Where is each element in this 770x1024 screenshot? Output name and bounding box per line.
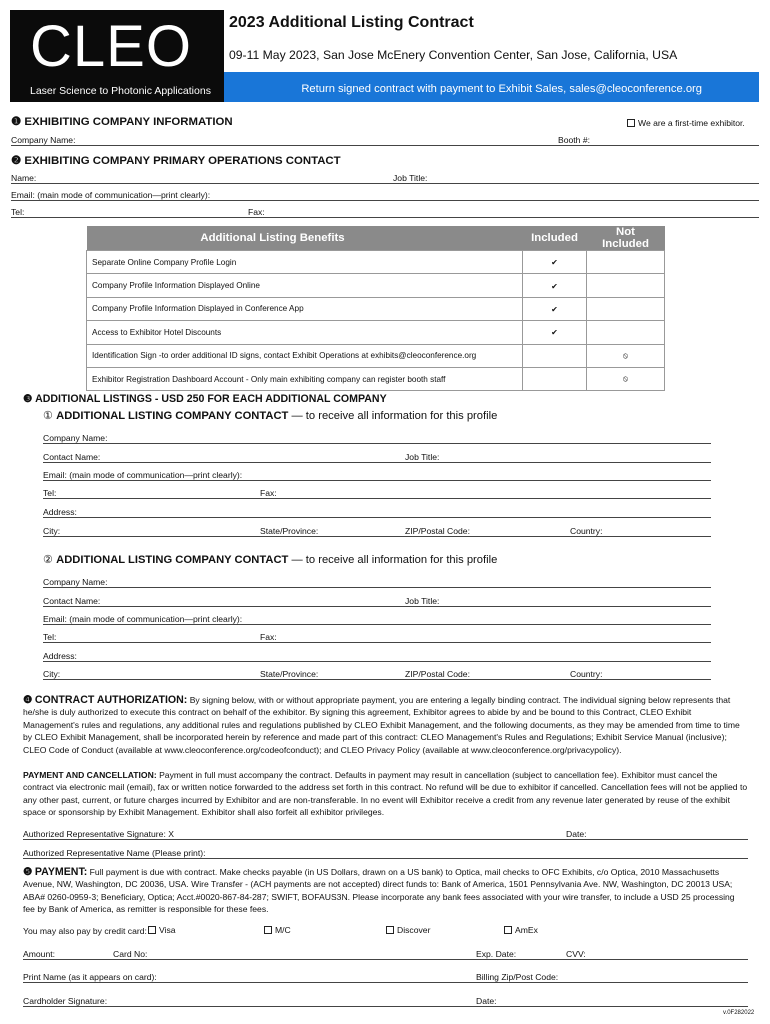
not-included-header: Not Included	[587, 226, 665, 251]
c1-company-label: Company Name:	[43, 433, 108, 443]
c2-company-label: Company Name:	[43, 577, 108, 587]
checkbox-box[interactable]	[386, 926, 394, 934]
checkbox-box[interactable]	[627, 119, 635, 127]
included-check-icon: ✔	[523, 274, 587, 297]
cvv-label: CVV:	[566, 949, 586, 959]
job-title-label: Job Title:	[393, 173, 428, 183]
c1-tel-field[interactable]	[43, 498, 711, 499]
section2-heading	[11, 153, 341, 167]
section5-title: PAYMENT:	[34, 866, 88, 878]
section1-heading	[11, 114, 233, 128]
c2-email-label: Email: (main mode of communication—print clearly):	[43, 614, 243, 624]
first-time-exhibitor-checkbox[interactable]	[627, 118, 745, 128]
signature-field[interactable]	[23, 839, 748, 840]
payment-cancellation-title: PAYMENT AND CANCELLATION:	[23, 770, 157, 780]
c1-contact-label: Contact Name:	[43, 452, 101, 462]
c1-state-label: State/Province:	[260, 526, 319, 536]
benefit-label: Separate Online Company Profile Login	[87, 251, 523, 274]
payment-cancellation	[23, 769, 748, 819]
section2-title: EXHIBITING COMPANY PRIMARY OPERATIONS CONTACT	[24, 155, 341, 167]
table-row	[87, 297, 665, 320]
c2-address-field[interactable]	[43, 661, 711, 662]
c1-fax-label: Fax:	[260, 488, 277, 498]
c2-city-field[interactable]	[43, 679, 711, 680]
tel-fax-field[interactable]	[11, 217, 759, 218]
c2-state-label: State/Province:	[260, 669, 319, 679]
amount-label: Amount:	[23, 949, 56, 959]
contact2-number: ②	[43, 554, 54, 566]
rep-name-label: Authorized Representative Name (Please print):	[23, 848, 206, 858]
table-row	[87, 344, 665, 367]
visa-checkbox[interactable]	[148, 925, 176, 935]
cardholder-sig-label: Cardholder Signature:	[23, 996, 108, 1006]
benefit-label: Access to Exhibitor Hotel Discounts	[87, 321, 523, 344]
c1-address-label: Address:	[43, 507, 77, 517]
c1-country-label: Country:	[570, 526, 603, 536]
c2-contact-field[interactable]	[43, 606, 711, 607]
company-name-label: Company Name:	[11, 135, 76, 145]
table-row	[87, 321, 665, 344]
card-no-label: Card No:	[113, 949, 148, 959]
contact1-note: — to receive all information for this profile	[288, 410, 498, 422]
c2-fax-label: Fax:	[260, 632, 277, 642]
c2-email-field[interactable]	[43, 624, 711, 625]
included-check-icon: ✔	[523, 297, 587, 320]
c2-address-label: Address:	[43, 651, 77, 661]
checkbox-box[interactable]	[148, 926, 156, 934]
checkbox-box[interactable]	[264, 926, 272, 934]
event-subtitle: 09-11 May 2023, San Jose McEnery Convention Center, San Jose, California, USA	[229, 48, 678, 62]
name-field[interactable]	[11, 183, 759, 184]
c1-tel-label: Tel:	[43, 488, 57, 498]
mc-label: M/C	[275, 925, 291, 935]
contact2-note: — to receive all information for this profile	[288, 554, 498, 566]
table-row	[87, 367, 665, 390]
c1-email-field[interactable]	[43, 480, 711, 481]
included-check-icon: ✔	[523, 251, 587, 274]
email-field[interactable]	[11, 200, 759, 201]
amex-checkbox[interactable]	[504, 925, 538, 935]
c1-city-field[interactable]	[43, 536, 711, 537]
not-included-prohibited-icon: ⦸	[587, 367, 665, 390]
c1-address-field[interactable]	[43, 517, 711, 518]
discover-label: Discover	[397, 925, 431, 935]
section2-number: ❷	[11, 155, 22, 167]
contact2-title: ADDITIONAL LISTING COMPANY CONTACT	[56, 554, 289, 566]
not-included-cell	[587, 297, 665, 320]
benefit-label: Company Profile Information Displayed Online	[87, 274, 523, 297]
section3-title: ADDITIONAL LISTINGS - USD 250 FOR EACH ADDITIONAL COMPANY	[35, 393, 387, 405]
c2-company-field[interactable]	[43, 587, 711, 588]
return-note-banner: Return signed contract with payment to Exhibit Sales, sales@cleoconference.org	[224, 72, 759, 102]
c2-country-label: Country:	[570, 669, 603, 679]
contract-authorization	[23, 694, 748, 756]
not-included-prohibited-icon: ⦸	[587, 344, 665, 367]
c2-zip-label: ZIP/Postal Code:	[405, 669, 470, 679]
print-name-label: Print Name (as it appears on card):	[23, 972, 157, 982]
contact2-heading	[43, 553, 497, 566]
billing-zip-label: Billing Zip/Post Code:	[476, 972, 559, 982]
benefit-label: Exhibitor Registration Dashboard Account - Only main exhibiting company can register booth staff	[87, 367, 523, 390]
tel-label: Tel:	[11, 207, 25, 217]
c1-company-field[interactable]	[43, 443, 711, 444]
c1-contact-field[interactable]	[43, 462, 711, 463]
included-cell	[523, 344, 587, 367]
booth-label: Booth #:	[558, 135, 591, 145]
not-included-cell	[587, 321, 665, 344]
payment-section	[23, 866, 748, 916]
benefit-label: Company Profile Information Displayed in Conference App	[87, 297, 523, 320]
c2-city-label: City:	[43, 669, 61, 679]
payment-text: Full payment is due with contract. Make checks payable (in US Dollars, drawn on a US bank) to Optica, mail checks to OFC Exhibits, c/o Optica, 2010 Massachusetts Avenue, NW, Washington, DC 20036, USA. Wire Transfer - (ACH payments are not accepted) direct funds to: Bank of America, 1501 Pennsylvania Ave. NW, Washington, DC 20013 USA; ABA# 0260-0959-3; Beneficiary, Optica; Acct.#0020-867-84-287; SWIFT, BOFAUS3N. Please incorporate any bank fees associated with your wire transfer, to include a USD 25 processing fee by Bank of America, as remitter is responsible for these fees.	[23, 867, 735, 915]
amex-label: AmEx	[515, 925, 538, 935]
email-label: Email: (main mode of communication—print clearly):	[11, 190, 211, 200]
print-name-field[interactable]	[23, 982, 748, 983]
benefits-header: Additional Listing Benefits	[87, 226, 523, 251]
section5-number: ❺	[23, 866, 33, 878]
section1-number: ❶	[11, 116, 22, 128]
section3-number: ❸	[23, 393, 33, 405]
exp-date-label: Exp. Date:	[476, 949, 517, 959]
table-row	[87, 251, 665, 274]
signature-date-label: Date:	[566, 829, 587, 839]
section3-heading	[23, 393, 387, 405]
fax-label: Fax:	[248, 207, 265, 217]
section4-number: ❹	[23, 694, 33, 706]
included-cell	[523, 367, 587, 390]
card-date-label: Date:	[476, 996, 497, 1006]
c1-jobtitle-label: Job Title:	[405, 452, 440, 462]
version-code: v.0F282022	[723, 1010, 755, 1016]
authorization-text: By signing below, with or without appropriate payment, you are entering a legally binding contract. The individual signing below represents that he/she is duly authorized to execute this contract on behalf of the exhibitor. By signing this agreement, Exhibitor agrees to abide by and be bound to this Contract, CLEO Exhibit Management's rules and regulations, any additional rules and regulations published by CLEO Exhibit Management, and the following documents, as they may be amended from time to time by CLEO Exhibit Management, shall be incorporated herein by reference and made part of this contract: CLEO Management's Rules and Regulations; Exhibit Service Manual (inclusive); CLEO Code of Conduct (available at www.cleoconference.org/codeofconduct); and CLEO Privacy Policy (available at www.cleoconference.org/privacypolicy).	[23, 695, 740, 755]
first-time-label: We are a first-time exhibitor.	[638, 118, 745, 128]
contact1-number: ①	[43, 410, 54, 422]
discover-checkbox[interactable]	[386, 925, 430, 935]
company-name-field[interactable]	[11, 145, 759, 146]
table-row	[87, 274, 665, 297]
c2-contact-label: Contact Name:	[43, 596, 101, 606]
logo-word: CLEO	[30, 14, 192, 79]
cleo-logo	[10, 10, 224, 102]
mc-checkbox[interactable]	[264, 925, 291, 935]
benefits-table	[86, 226, 665, 391]
c1-email-label: Email: (main mode of communication—print clearly):	[43, 470, 243, 480]
card-prompt: You may also pay by credit card:	[23, 926, 147, 936]
section4-title: CONTRACT AUTHORIZATION:	[34, 694, 188, 706]
signature-label: Authorized Representative Signature: X	[23, 829, 174, 839]
benefits-header-row	[87, 226, 665, 251]
contact1-title: ADDITIONAL LISTING COMPANY CONTACT	[56, 410, 289, 422]
included-header: Included	[523, 226, 587, 251]
c1-zip-label: ZIP/Postal Code:	[405, 526, 470, 536]
c1-city-label: City:	[43, 526, 61, 536]
name-label: Name:	[11, 173, 37, 183]
benefit-label: Identification Sign -to order additional ID signs, contact Exhibit Operations at exhibits@cleoconference.org	[87, 344, 523, 367]
c2-jobtitle-label: Job Title:	[405, 596, 440, 606]
c2-tel-field[interactable]	[43, 642, 711, 643]
payment-cancellation-text: Payment in full must accompany the contract. Defaults in payment may result in cancellation (subject to cancellation fee). Exhibitor must cancel the contract via electronic mail (email), fax or written notice forwarded to the address set forth in this contract. No refund will be due to exhibitor if cancelled. Cancellation fees will not be applied to any other past, current, or future charges incurred by Exhibitor and are non-transferable. In no event will Exhibitor receive a credit from any revenue later generated by reuse of the exhibit space or sponsorship by Exhibit Management. Exhibitor shall also forfeit all exhibitor privileges.	[23, 770, 748, 818]
cardholder-sig-field[interactable]	[23, 1006, 748, 1007]
not-included-cell	[587, 274, 665, 297]
checkbox-box[interactable]	[504, 926, 512, 934]
card-details-field[interactable]	[23, 959, 748, 960]
page-title: 2023 Additional Listing Contract	[229, 14, 474, 31]
included-check-icon: ✔	[523, 321, 587, 344]
visa-label: Visa	[159, 925, 176, 935]
section1-title: EXHIBITING COMPANY INFORMATION	[24, 116, 233, 128]
not-included-cell	[587, 251, 665, 274]
contact1-heading	[43, 409, 497, 422]
logo-tagline: Laser Science to Photonic Applications	[30, 85, 211, 97]
rep-name-field[interactable]	[23, 858, 748, 859]
c2-tel-label: Tel:	[43, 632, 57, 642]
